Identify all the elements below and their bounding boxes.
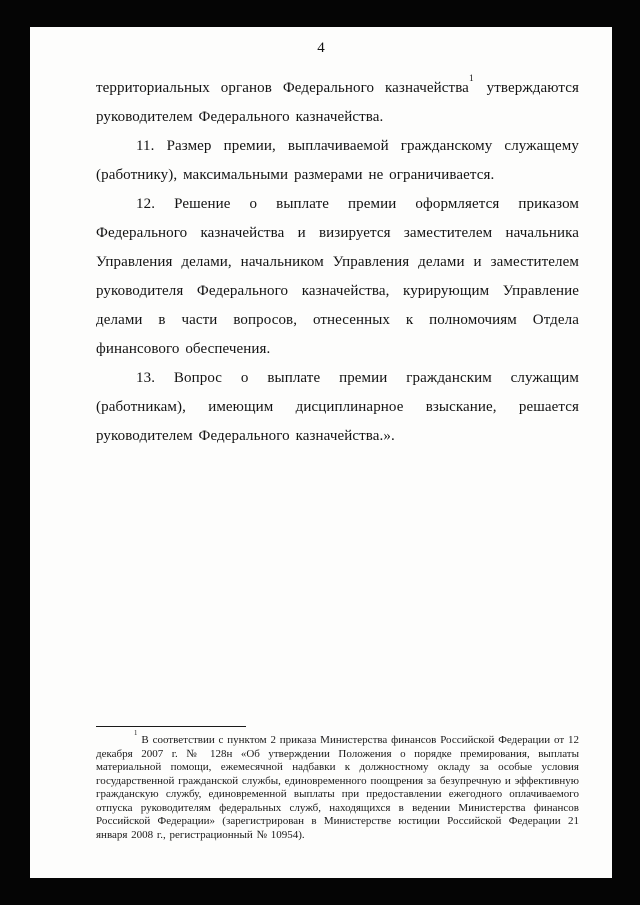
paragraph-13: 13. Вопрос о выплате премии гражданским служащим (работникам), имеющим дисциплинарное взыскание, решается руководителем Федерального казначейства.». — [96, 370, 579, 444]
footnote-separator — [96, 726, 246, 727]
paragraph-12: 12. Решение о выплате премии оформляется приказом Федерального казначейства и визируется заместителем начальника Управления делами, начальником Управления делами и заместителем руководителя Федерального казначейства, курирующим Управление делами в части вопросов, отнесенных к полномочиям Отдела финансового обеспечения. — [96, 196, 579, 357]
footnote-ref-marker: 1 — [468, 73, 474, 84]
paragraph-text: утверждаются руководителем Федерального казначейства. — [96, 80, 579, 125]
footnote-number: 1 — [134, 729, 138, 737]
paragraph-text: территориальных органов Федерального казначейства — [96, 80, 469, 96]
paragraph-11: 11. Размер премии, выплачиваемой гражданскому служащему (работнику), максимальными размерами не ограничивается. — [96, 138, 579, 183]
paragraph-continuation — [96, 74, 579, 132]
footnote-section — [96, 726, 579, 842]
footnote-text: В соответствии с пунктом 2 приказа Министерства финансов Российской Федерации от 12 декабря 2007 г. № 128н «Об утверждении Положения о порядке премирования, выплаты материальной помощи, ежемесячной надбавки к должностному окладу за особые условия государственной гражданской службы, единовременного поощрения за безупречную и эффективную гражданскую службу, единовременной выплаты при предоставлении ежегодного оплачиваемого отпуска руководителям федеральных служб, находящихся в ведении Министерства финансов Российской Федерации» (зарегистрирован в Министерстве юстиции Российской Федерации 21 января 2008 г., регистрационный № 10954). — [96, 734, 579, 841]
page-number: 4 — [317, 40, 325, 56]
document-body — [96, 74, 579, 451]
document-page — [30, 27, 612, 878]
footnote — [96, 729, 579, 842]
